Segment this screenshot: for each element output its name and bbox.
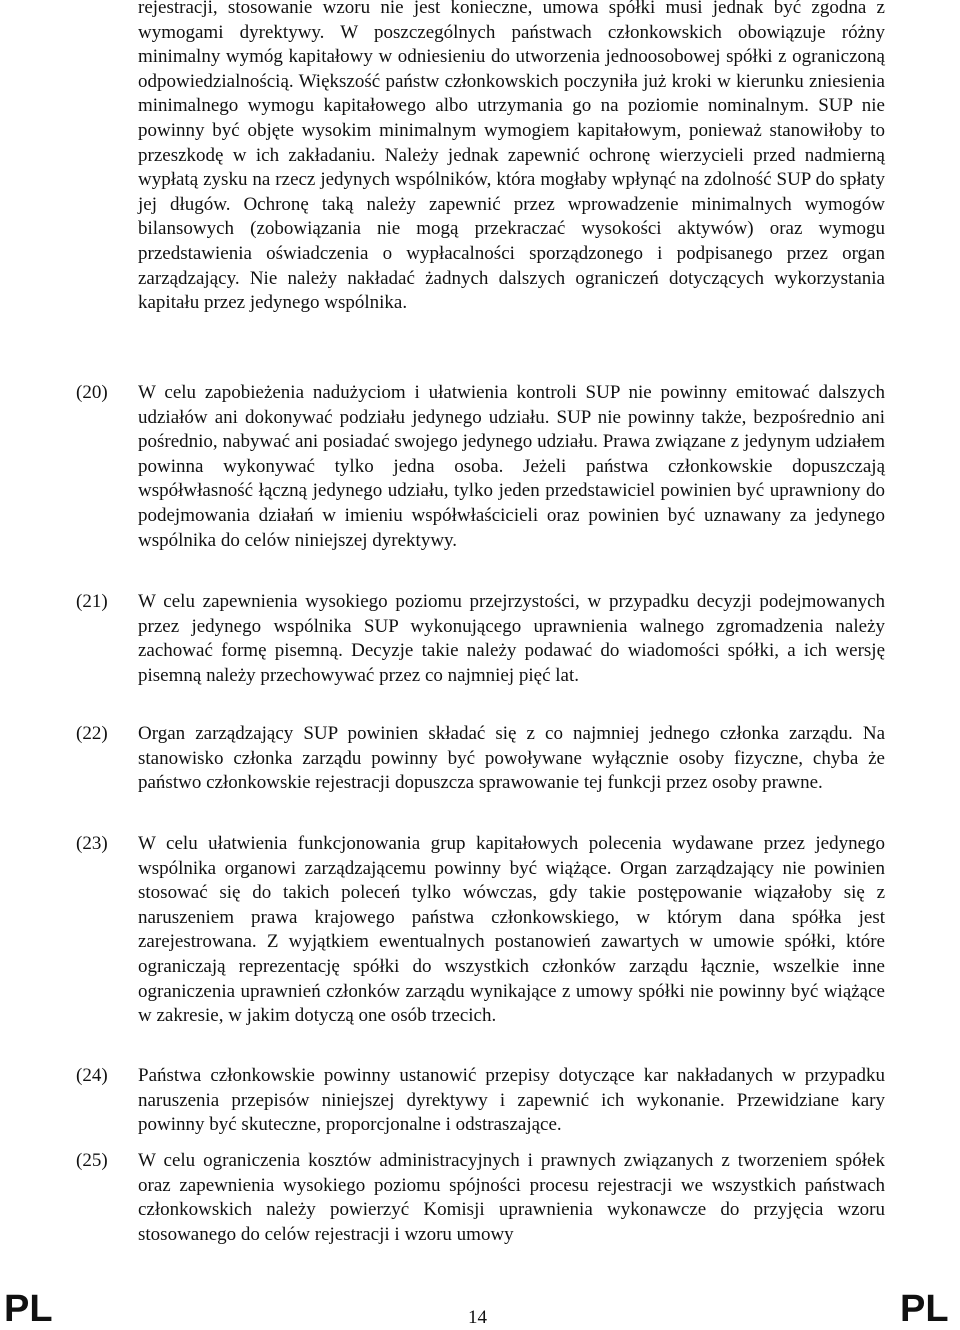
recital-number: (20) (76, 382, 108, 403)
page-number: 14 (468, 1307, 487, 1328)
recital-number: (24) (76, 1065, 108, 1086)
recital-text: Państwa członkowskie powinny ustanowić przepisy dotyczące kar nakładanych w przypadku naruszenia przepisów niniejszej dyrektywy i zapewnić ich wykonanie. Przewidziane kary powinny być skuteczne, proporcjonalne i odstraszające. (138, 1065, 885, 1136)
recital-text: Organ zarządzający SUP powinien składać się z co najmniej jednego członka zarządu. Na stanowisko członka zarządu powinny być powoływane wyłącznie osoby fizyczne, chyba że państwo członkowskie rejestracji dopuszcza sprawowanie tej funkcji przez osoby prawne. (138, 723, 885, 794)
continuation-paragraph: rejestracji, stosowanie wzoru nie jest konieczne, umowa spółki musi jednak być zgodna z wymogami dyrektywy. W poszczególnych państwach członkowskich obowiązuje różny minimalny wymóg kapitałowy w odniesieniu do utworzenia jednoosobowej spółki z ograniczoną odpowiedzialnością. Większość państw członkowskich poczyniła już kroki w kierunku zniesienia minimalnego wymogu kapitałowego albo utrzymania go na poziomie nominalnym. SUP nie powinny być objęte wysokim minimalnym wymogiem kapitałowym, ponieważ stanowiłoby to przeszkodę w ich zakładaniu. Należy jednak zapewnić ochronę wierzycieli przed nadmierną wypłatą zysku na rzecz jedynych wspólników, która mogłaby wpłynąć na zdolność SUP do spłaty jej długów. Ochronę taką należy zapewnić przez wprowadzenie minimalnych wymogów bilansowych (zobowiązania nie mogą przekraczać wysokości aktywów) oraz wymogu przedstawienia oświadczenia o wypłacalności sporządzonego i podpisanego przez organ zarządzający. Nie należy nakładać żadnych dalszych ograniczeń dotyczących wykorzystania kapitału przez jedynego wspólnika. (138, 0, 885, 314)
footer-language-right: PL (900, 1288, 949, 1330)
recital-text: W celu ułatwienia funkcjonowania grup kapitałowych polecenia wydawane przez jedynego wspólnika organowi zarządzającemu powinny być wiążące. Organ zarządzający nie powinien stosować się do takich poleceń tylko wówczas, gdy takie postępowanie wiązałoby się z naruszeniem prawa krajowego państwa członkowskiego, w którym dana spółka jest zarejestrowana. Z wyjątkiem ewentualnych postanowień zawartych w umowie spółki, które ograniczają reprezentację spółki do wszystkich członków zarządu łącznie, wszelkie inne ograniczenia uprawnień członków zarządu wynikające z umowy spółki nie powinny być wiążące w zakresie, w jakim dotyczą one osób trzecich. (138, 833, 885, 1027)
recital-number: (23) (76, 833, 108, 854)
recital-number: (22) (76, 723, 108, 744)
recital-text: W celu zapewnienia wysokiego poziomu przejrzystości, w przypadku decyzji podejmowanych przez jedynego wspólnika SUP wykonującego uprawnienia walnego zgromadzenia należy zachować formę pisemną. Decyzje takie należy podawać do wiadomości spółki, a ich wersję pisemną należy przechowywać przez co najmniej pięć lat. (138, 591, 885, 686)
footer-language-left: PL (4, 1288, 53, 1330)
recital-number: (21) (76, 591, 108, 612)
recital-text: W celu zapobieżenia nadużyciom i ułatwienia kontroli SUP nie powinny emitować dalszych udziałów ani dokonywać podziału jedynego udziału. SUP nie powinny także, bezpośrednio ani pośrednio, nabywać ani posiadać swojego jedynego udziału. Prawa związane z jedynym udziałem powinna wykonywać tylko jedna osoba. Jeżeli państwa członkowskie dopuszczają współwłasność łączną jedynego udziału, tylko jeden przedstawiciel powinien być uprawniony do podejmowania działań w imieniu współwłaścicieli oraz powinien być uznawany za jedynego wspólnika do celów niniejszej dyrektywy. (138, 382, 885, 551)
recital-number: (25) (76, 1150, 108, 1171)
recital-text: W celu ograniczenia kosztów administracyjnych i prawnych związanych z tworzeniem spółek oraz zapewnienia wysokiego poziomu spójności procesu rejestracji we wszystkich państwach członkowskich należy powierzyć Komisji uprawnienia wykonawcze do przyjęcia wzoru stosowanego do celów rejestracji i wzoru umowy (138, 1150, 885, 1245)
